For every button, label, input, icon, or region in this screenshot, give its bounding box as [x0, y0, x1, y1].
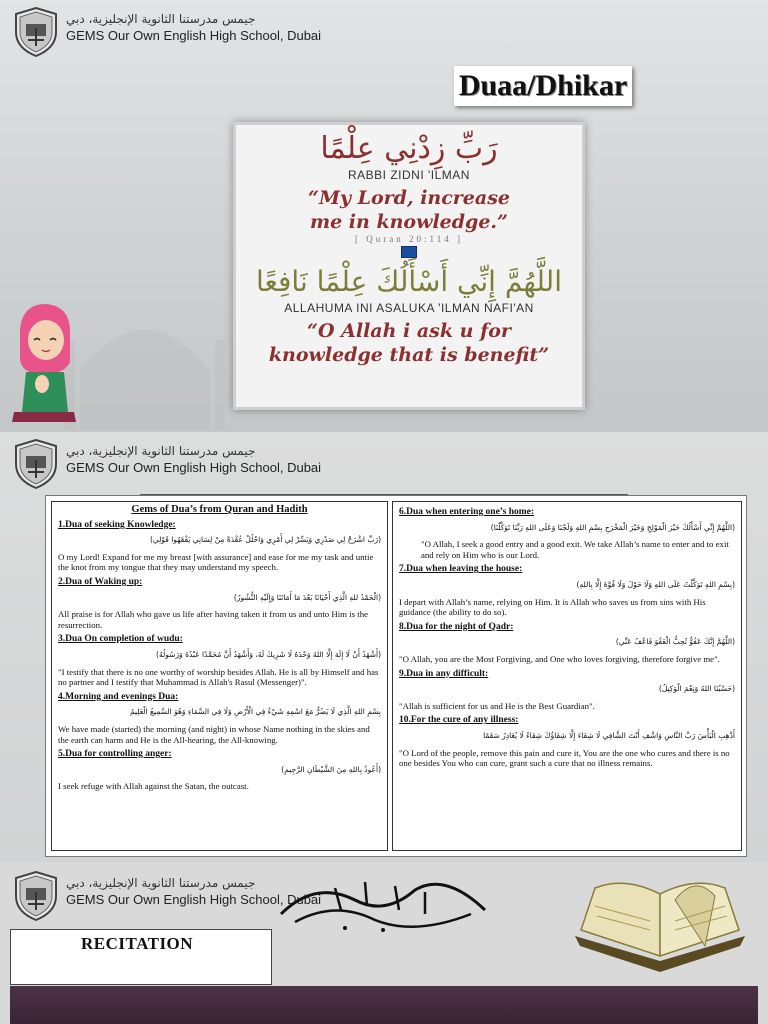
dua-translation: "Allah is sufficient for us and He is the Best Guardian".	[399, 700, 595, 711]
school-name-arabic: جيمس مدرستنا الثانوية الإنجليزية، دبي	[66, 876, 256, 890]
dua-section-9	[399, 669, 735, 712]
dua-translation: O my Lord! Expand for me my breast [with assurance] and ease for me my task and untie the knot from my tongue that they may understand my speech.	[58, 551, 374, 573]
school-crest-icon	[12, 438, 60, 490]
dua2-english-line1: “O Allah i ask u for	[307, 320, 511, 342]
dua-translation: We have made (started) the morning (and night) in whose Name nothing in the skies and the earth can harm and He is the All-hearing, the All-knowing.	[58, 723, 370, 745]
dua-arabic: (الْحَمْدُ للهِ الَّذِي أَحْيَانَا بَعْدَ مَا أَمَاتَنَا وَإِلَيْهِ النُّشُورُ)	[233, 592, 381, 602]
dua-section-5	[58, 749, 381, 792]
dua-section-2	[58, 577, 381, 630]
dua-arabic: (اللَّهُمَّ إِنِّي أَسْأَلُكَ خَيْرَ الْمَوْلِجِ وَخَيْرَ الْمَخْرَجِ بِسْمِ اللهِ وَلَجْنَا وَعَلَى اللهِ رَبِّنَا تَوَكَّلْنَا)	[490, 522, 735, 532]
dua-translation: All praise is for Allah who gave us life after having taken it from us and unto Him is the resurrection.	[58, 609, 369, 630]
dua-section-4	[58, 692, 381, 745]
dua-arabic: أَذْهِبِ الْبَأْسَ رَبَّ النَّاسِ وَاشْفِ أَنْتَ الشَّافِي لَا شِفَاءَ إِلَّا شِفَاؤُكَ شِفَاءً لَا يُغَادِرُ سَقَمًا	[483, 730, 735, 740]
school-name-english: GEMS Our Own English High School, Dubai	[66, 28, 322, 43]
praying-girl-icon	[8, 300, 78, 428]
dua2-transliteration: ALLAHUMA INI ASALUKA 'ILMAN NAFI'AN	[284, 301, 534, 315]
bismillah-calligraphy-icon	[275, 870, 491, 936]
dua-arabic: (اللَّهُمَّ إِنَّكَ عَفُوٌّ تُحِبُّ الْعَفْوَ فَاعْفُ عَنِّي)	[615, 637, 735, 647]
dua-translation: "I testify that there is no one worthy of worship besides Allah. He is all by Himself and has no partner and I testify that Muhammad is Allah's Rasul (Messenger)".	[58, 666, 379, 688]
dua1-english-line2: me in knowledge.”	[310, 211, 508, 233]
school-header	[12, 6, 321, 58]
right-column	[392, 501, 742, 851]
slide-duaa	[0, 0, 768, 432]
dua1-transliteration: RABBI ZIDNI 'ILMAN	[348, 168, 470, 182]
dua2-arabic: اللَّهُمَّ إِنِّي أَسْأَلُكَ عِلْمًا نَافِعًا	[256, 265, 562, 298]
school-name-english: GEMS Our Own English High School, Dubai	[66, 892, 322, 907]
dua-arabic: (بِسْمِ اللهِ تَوَكَّلْتُ عَلَى اللهِ وَلَا حَوْلَ وَلَا قُوَّةَ إِلَّا بِاللهِ)	[576, 579, 735, 589]
dua-heading: 5.Dua for controlling anger:	[58, 749, 172, 760]
dua-arabic: (أَشْهَدُ أَنْ لَا إِلَهَ إِلَّا اللهُ وَحْدَهُ لَا شَرِيكَ لَهُ، وَأَشْهَدُ أَنَّ مُحَمَّدًا عَبْدُهُ وَرَسُولُهُ)	[156, 649, 381, 659]
dua-translation: I depart with Allah’s name, relying on Him. It is Allah who saves us from sins with His guidance (the ability to do so).	[399, 596, 706, 618]
dua-arabic: (أَعُوذُ بِاللهِ مِنَ الشَّيْطَانِ الرَّجِيمِ)	[281, 764, 381, 774]
dua-arabic: (حَسْبُنَا اللهُ وَنِعْمَ الْوَكِيلُ)	[658, 684, 735, 694]
dua-heading: 4.Morning and evenings Dua:	[58, 691, 179, 702]
dua-heading: 10.For the cure of any illness:	[399, 715, 519, 726]
quran-book-icon	[565, 866, 755, 974]
slide-recitation	[0, 862, 768, 1024]
school-crest-icon	[12, 870, 60, 922]
dua2-english-line2: knowledge that is benefit”	[268, 344, 550, 366]
dua-translation: "O Lord of the people, remove this pain and cure it, You are the one who cures and there is no one besides You who can cure, grant such a cure that no illness remains.	[399, 747, 730, 769]
dua-section-8	[399, 622, 735, 665]
dua-arabic: بِسْمِ اللهِ الَّذِي لَا يَضُرُّ مَعَ اسْمِهِ شَيْءٌ فِي الْأَرْضِ وَلَا فِي السَّمَاءِ وَهُوَ السَّمِيعُ الْعَلِيمُ	[129, 707, 381, 717]
dua1-reference: [ Quran 20:114 ]	[355, 234, 463, 244]
slide-title: Duaa/Dhikar	[454, 66, 632, 106]
dua-heading: 1.Dua of seeking Knowledge:	[58, 519, 176, 530]
dua-section-3	[58, 634, 381, 687]
school-header	[12, 438, 321, 490]
slide-gems-of-duas	[0, 432, 768, 862]
dua-section-7	[399, 564, 735, 617]
dua-translation: I seek refuge with Allah against the Satan, the outcast.	[58, 781, 249, 792]
dua-arabic: (رَبِّ اشْرَحْ لِي صَدْرِي وَيَسِّرْ لِي أَمْرِي وَاحْلُلْ عُقْدَةً مِنْ لِسَانِي يَفْقَهُوا قَوْلِي)	[149, 535, 381, 545]
dua-section-1	[58, 520, 381, 573]
document-title: Gems of Dua’s from Quran and Hadith	[131, 504, 308, 515]
dua-card	[233, 122, 585, 410]
dua-heading: 8.Dua for the night of Qadr:	[399, 621, 514, 632]
duas-document	[45, 495, 747, 857]
footer-band	[10, 986, 758, 1024]
dua-heading: 7.Dua when leaving the house:	[399, 564, 523, 575]
left-column	[51, 501, 388, 851]
school-name-arabic: جيمس مدرستنا الثانوية الإنجليزية، دبي	[66, 12, 256, 26]
school-crest-icon	[12, 6, 60, 58]
dua-section-6	[399, 507, 735, 560]
dua1-english-line1: “My Lord, increase	[308, 187, 510, 209]
dua-heading: 6.Dua when entering one’s home:	[399, 507, 535, 517]
school-name-english: GEMS Our Own English High School, Dubai	[66, 460, 322, 475]
book-icon	[401, 246, 417, 258]
dua-heading: 3.Dua On completion of wudu:	[58, 634, 183, 645]
dua-translation: "O Allah, you are the Most Forgiving, and One who loves forgiving, therefore forgive me".	[399, 653, 720, 664]
dua-translation: "O Allah, I seek a good entry and a good exit. We take Allah’s name to enter and to exit and rely on Him who is our Lord.	[421, 539, 729, 560]
school-name-arabic: جيمس مدرستنا الثانوية الإنجليزية، دبي	[66, 444, 256, 458]
dua-section-10	[399, 715, 735, 768]
mosque-silhouette-icon	[60, 280, 230, 430]
dua-heading: 2.Dua of Waking up:	[58, 576, 143, 587]
dua1-arabic: رَبِّ زِدْنِي عِلْمًا	[320, 131, 498, 166]
recitation-label: RECITATION	[81, 934, 194, 953]
dua-heading: 9.Dua in any difficult:	[399, 668, 489, 679]
recitation-box	[10, 929, 272, 985]
